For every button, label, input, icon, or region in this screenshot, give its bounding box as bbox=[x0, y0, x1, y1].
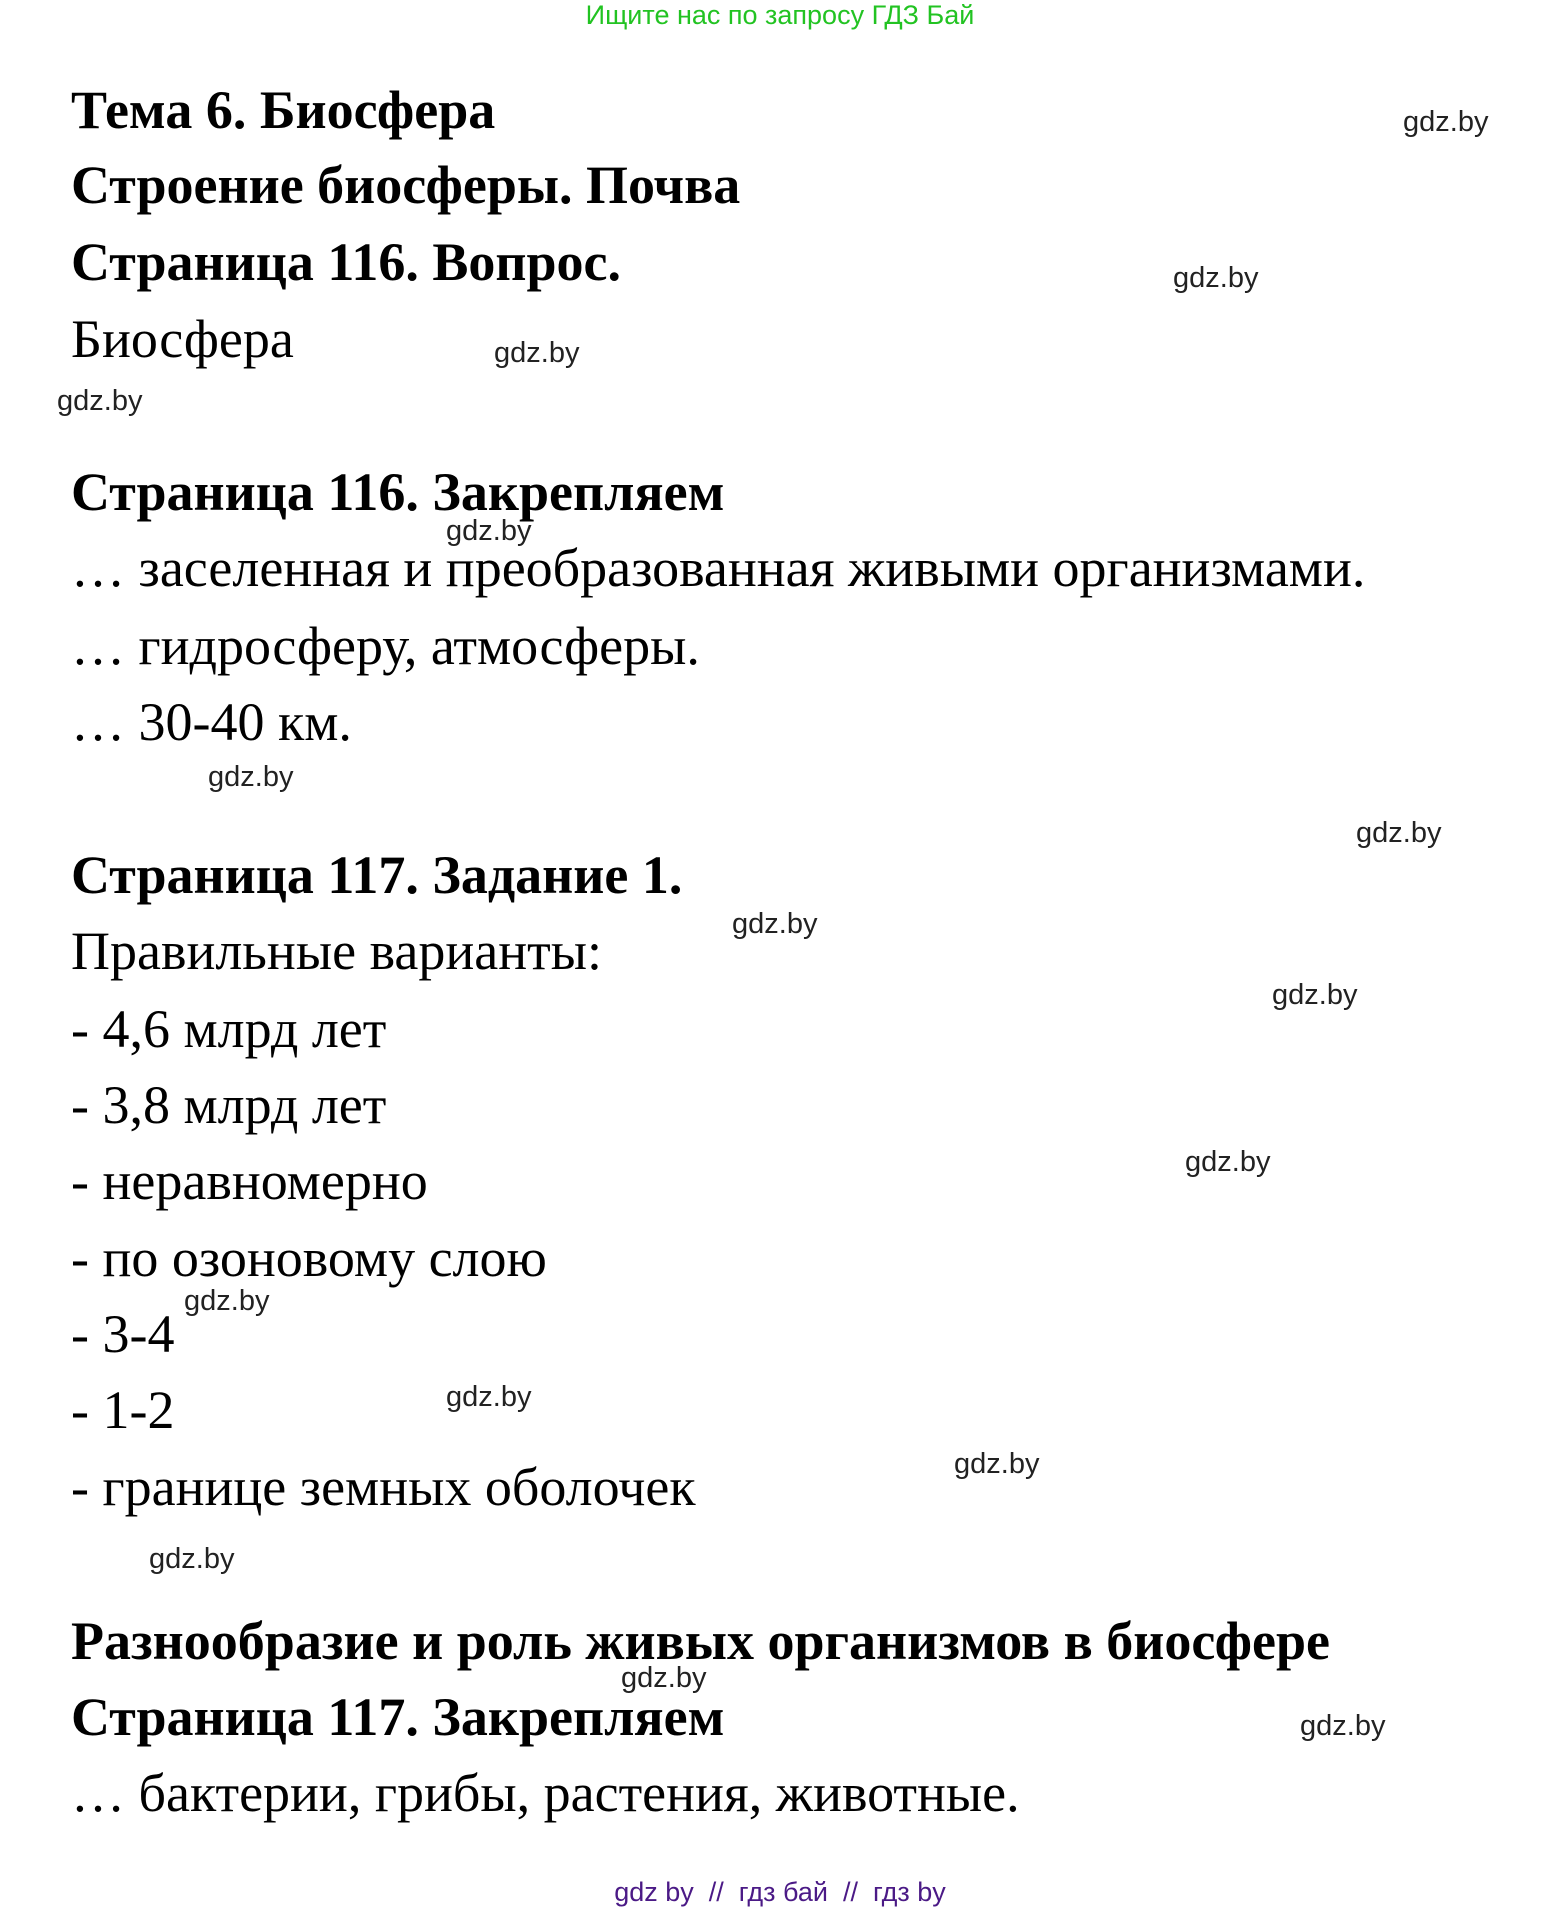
text-line: … 30-40 км. bbox=[71, 692, 352, 752]
watermark: gdz.by bbox=[1185, 1146, 1271, 1178]
top-banner: Ищите нас по запросу ГДЗ Бай bbox=[585, 0, 975, 30]
heading: Страница 116. Вопрос. bbox=[71, 232, 621, 292]
watermark: gdz.by bbox=[1173, 262, 1259, 294]
watermark: gdz.by bbox=[1403, 106, 1489, 138]
footer-watermark: gdz by // гдз бай // гдз by bbox=[614, 1877, 946, 1907]
watermark: gdz.by bbox=[621, 1662, 707, 1694]
text-line: Правильные варианты: bbox=[71, 921, 602, 981]
text-line: - 3,8 млрд лет bbox=[71, 1075, 387, 1135]
text-line: Биосфера bbox=[71, 309, 294, 369]
watermark: gdz.by bbox=[1272, 979, 1358, 1011]
watermark: gdz.by bbox=[1356, 817, 1442, 849]
watermark: gdz.by bbox=[184, 1285, 270, 1317]
watermark: gdz.by bbox=[446, 1381, 532, 1413]
watermark: gdz.by bbox=[732, 908, 818, 940]
watermark: gdz.by bbox=[149, 1543, 235, 1575]
heading: Страница 117. Задание 1. bbox=[71, 845, 683, 905]
text-line: - границе земных оболочек bbox=[71, 1457, 696, 1517]
watermark: gdz.by bbox=[1300, 1710, 1386, 1742]
text-line: … заселенная и преобразованная живыми организмами. bbox=[71, 538, 1366, 598]
text-line: - 4,6 млрд лет bbox=[71, 999, 387, 1059]
watermark: gdz.by bbox=[446, 515, 532, 547]
text-line: - 1-2 bbox=[71, 1380, 175, 1440]
text-line: - 3-4 bbox=[71, 1304, 175, 1364]
watermark: gdz.by bbox=[208, 761, 294, 793]
text-line: - неравномерно bbox=[71, 1151, 428, 1211]
text-line: … гидросферу, атмосферы. bbox=[71, 616, 700, 676]
text-line: … бактерии, грибы, растения, животные. bbox=[71, 1763, 1020, 1823]
watermark: gdz.by bbox=[954, 1448, 1040, 1480]
watermark: gdz.by bbox=[494, 337, 580, 369]
heading: Страница 117. Закрепляем bbox=[71, 1687, 725, 1747]
heading: Страница 116. Закрепляем bbox=[71, 462, 725, 522]
heading: Тема 6. Биосфера bbox=[71, 80, 496, 140]
text-line: - по озоновому слою bbox=[71, 1228, 547, 1288]
heading: Разнообразие и роль живых организмов в биосфере bbox=[71, 1611, 1330, 1671]
heading: Строение биосферы. Почва bbox=[71, 155, 741, 215]
watermark: gdz.by bbox=[57, 385, 143, 417]
